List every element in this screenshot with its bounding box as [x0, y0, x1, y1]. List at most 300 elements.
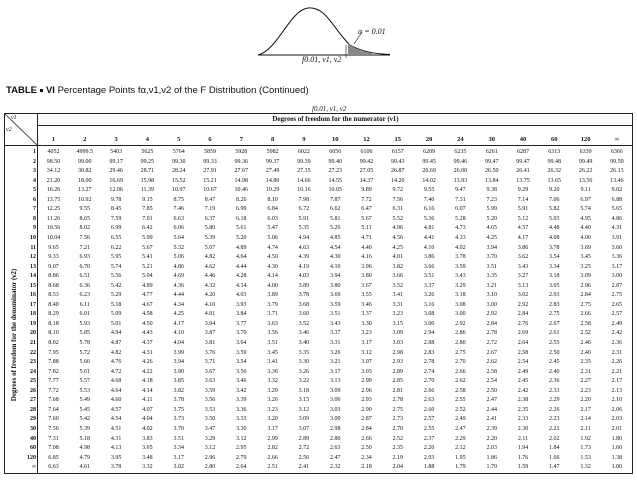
table-cell: 3.00 — [455, 311, 466, 318]
table-cell: 3.21 — [486, 282, 497, 289]
table-cell: 5982 — [266, 149, 279, 155]
table-cell: 3.07 — [361, 359, 372, 366]
table-cell: 2.98 — [329, 425, 341, 432]
table-cell: 4.25 — [392, 244, 404, 251]
table-cell: 3.30 — [361, 320, 372, 327]
table-cell: 2.36 — [549, 378, 560, 385]
table-cell: 3.64 — [236, 340, 247, 346]
table-cell: 5.66 — [79, 359, 91, 366]
table-cell: 2.92 — [517, 301, 529, 308]
table-cell: 98.50 — [46, 158, 61, 165]
table-cell: 3.39 — [236, 397, 247, 404]
table-cell: 2.29 — [549, 397, 560, 404]
table-cell: 8.40 — [48, 301, 59, 308]
table-cell: 2.33 — [517, 416, 529, 423]
table-cell: 2.27 — [580, 378, 591, 385]
table-cell: 3.23 — [267, 406, 278, 413]
column-header: 3 — [114, 136, 118, 143]
row-header: 13 — [30, 263, 36, 270]
table-cell: 3.94 — [204, 320, 216, 327]
row-header: 21 — [30, 340, 36, 346]
row-header: 8 — [33, 215, 36, 222]
table-cell: 2.92 — [455, 320, 466, 327]
table-cell: 99.30 — [171, 158, 186, 165]
table-cell: 3.09 — [298, 416, 310, 423]
table-cell: 1.59 — [517, 464, 529, 471]
table-cell: 4.03 — [236, 292, 247, 299]
table-cell: 2.45 — [517, 378, 529, 385]
row-header: 26 — [30, 387, 36, 394]
row-header: 19 — [30, 320, 36, 327]
table-cell: 3.76 — [204, 349, 216, 356]
table-cell: 2.49 — [455, 416, 466, 423]
table-cell: 8.68 — [48, 282, 59, 289]
table-cell: 3.84 — [236, 311, 247, 318]
table-cell: 14.20 — [391, 177, 405, 184]
table-cell: 3.52 — [298, 320, 310, 327]
row-header: 10 — [30, 234, 36, 241]
table-cell: 3.77 — [236, 320, 247, 327]
table-cell: 7.23 — [486, 196, 497, 203]
table-cell: 3.36 — [236, 406, 247, 413]
table-cell: 3.03 — [392, 340, 404, 346]
table-cell: 4.62 — [204, 263, 216, 270]
table-cell: 3.12 — [204, 445, 216, 452]
table-cell: 2.14 — [580, 416, 591, 423]
table-cell: 9.33 — [48, 254, 59, 261]
table-cell: 5.82 — [549, 206, 560, 213]
table-cell: 2.01 — [611, 425, 623, 432]
table-cell: 9.38 — [486, 187, 497, 194]
table-cell: 2.56 — [298, 454, 310, 461]
table-cell: 6339 — [579, 149, 592, 155]
table-cell: 5.53 — [79, 387, 91, 394]
table-cell: 3.25 — [580, 263, 591, 270]
table-cell: 3.63 — [204, 378, 216, 385]
table-cell: 5.35 — [298, 225, 310, 232]
table-cell: 14.37 — [359, 177, 374, 184]
table-cell: 26.69 — [422, 168, 436, 175]
table-cell: 3.46 — [298, 330, 310, 337]
table-cell: 3.69 — [329, 292, 341, 299]
table-cell: 26.13 — [610, 168, 624, 175]
table-cell: 4.32 — [204, 282, 216, 289]
table-cell: 99.17 — [109, 158, 123, 165]
table-cell: 3.95 — [110, 454, 122, 461]
table-cell: 3.55 — [361, 292, 372, 299]
table-cell: 2.50 — [361, 445, 372, 452]
table-cell: 3.29 — [204, 435, 216, 442]
row-header: 23 — [30, 359, 36, 366]
table-cell: 99.42 — [359, 158, 374, 165]
table-cell: 28.71 — [140, 168, 155, 175]
table-cell: 14.98 — [234, 177, 249, 184]
table-cell: 11.39 — [140, 187, 155, 194]
table-cell: 1.66 — [549, 454, 560, 461]
table-cell: 4.54 — [110, 416, 122, 423]
table-cell: 3.08 — [423, 311, 435, 318]
table-cell: 6.22 — [110, 244, 122, 251]
table-cell: 3.70 — [236, 330, 247, 337]
table-cell: 3.51 — [173, 435, 184, 442]
table-cell: 14.55 — [328, 177, 342, 184]
distribution-figure — [0, 0, 637, 80]
table-cell: 2.21 — [611, 368, 623, 375]
table-cell: 9.65 — [48, 244, 59, 251]
table-cell: 4.86 — [173, 263, 184, 270]
table-cell: 18.00 — [78, 177, 92, 184]
table-cell: 2.66 — [267, 454, 278, 461]
table-cell: 3.71 — [204, 359, 216, 366]
table-cell: 3.82 — [173, 387, 184, 394]
table-cell: 10.29 — [265, 187, 280, 194]
table-cell: 5625 — [141, 149, 154, 155]
table-cell: 3.03 — [361, 368, 372, 375]
table-cell: 6.36 — [79, 282, 91, 289]
table-cell: 99.25 — [140, 158, 155, 165]
table-cell: 6.18 — [236, 215, 247, 222]
table-caption — [6, 85, 309, 96]
table-cell: 2.84 — [580, 292, 591, 299]
table-cell: 8.10 — [48, 330, 59, 337]
row-header: 15 — [30, 282, 36, 289]
table-cell: 3.36 — [611, 254, 623, 261]
table-cell: 4.36 — [173, 282, 184, 289]
table-cell: 9.29 — [517, 187, 529, 194]
table-cell: 2.67 — [549, 320, 560, 327]
table-cell: 5.42 — [110, 282, 122, 289]
table-left-rule — [4, 113, 5, 474]
table-cell: 2.17 — [611, 378, 623, 385]
table-cell: 3.82 — [392, 263, 404, 270]
table-cell: 16.69 — [109, 177, 123, 184]
table-cell: 2.80 — [329, 435, 341, 442]
table-cell: 2.40 — [549, 368, 560, 375]
table-cell: 1.84 — [549, 445, 560, 452]
table-cell: 2.23 — [549, 416, 560, 423]
table-cell: 6.84 — [267, 206, 278, 213]
critical-value-label: f0.01, ν1, ν2 — [302, 55, 342, 64]
row-header: 14 — [30, 273, 36, 280]
table-cell: 3.99 — [173, 349, 184, 356]
table-cell: 6.16 — [423, 206, 435, 213]
table-cell: 26.22 — [578, 168, 593, 175]
table-cell: 3.10 — [486, 292, 497, 299]
table-cell: 3.46 — [361, 301, 372, 308]
table-cell: 6106 — [360, 149, 373, 155]
table-cell: 2.80 — [204, 464, 216, 471]
table-cell: 3.45 — [267, 349, 278, 356]
table-cell: 3.73 — [173, 416, 184, 423]
table-cell: 6.88 — [611, 196, 623, 203]
table-cell: 7.31 — [48, 435, 59, 442]
table-cell: 15.98 — [140, 177, 155, 184]
table-cell: 5.04 — [142, 273, 153, 280]
table-cell: 3.48 — [142, 454, 153, 461]
table-cell: 3.26 — [423, 292, 435, 299]
table-cell: 5.81 — [329, 215, 341, 222]
table-cell: 9.55 — [79, 206, 91, 213]
table-cell: 2.78 — [486, 330, 497, 337]
table-cell: 3.35 — [486, 273, 497, 280]
table-cell: 2.26 — [549, 406, 560, 413]
table-cell: 2.89 — [298, 435, 310, 442]
table-cell: 3.32 — [142, 464, 153, 471]
caption-tag: TABLE — [6, 85, 37, 96]
numerator-header: Degrees of freedom for the numerator (ν1) — [272, 115, 399, 123]
table-cell: 4.39 — [298, 254, 310, 261]
table-cell: 16.26 — [46, 187, 61, 194]
table-cell: 2.75 — [392, 406, 404, 413]
table-cell: 4.17 — [517, 234, 529, 241]
table-cell: 7.06 — [549, 196, 560, 203]
table-cell: 2.83 — [549, 301, 560, 308]
table-cell: 4.82 — [110, 349, 122, 356]
table-cell: 2.58 — [486, 368, 497, 375]
row-header: 29 — [30, 416, 36, 423]
table-cell: 4.10 — [204, 301, 216, 308]
table-cell: 3.71 — [267, 311, 278, 318]
table-cell: 3.30 — [236, 425, 247, 432]
table-cell: 4.77 — [142, 292, 153, 299]
table-cell: 4.67 — [142, 301, 153, 308]
table-cell: 4.89 — [142, 282, 153, 289]
table-cell: 3.23 — [361, 330, 372, 337]
row-header: 20 — [30, 330, 36, 337]
table-cell: 3.34 — [549, 263, 560, 270]
table-cell: 2.70 — [423, 378, 435, 385]
table-cell: 6.42 — [142, 225, 153, 232]
table-cell: 1.88 — [423, 464, 435, 471]
table-cell: 21.20 — [46, 177, 61, 184]
table-cell: 3.33 — [236, 416, 247, 423]
table-cell: 27.35 — [297, 168, 311, 175]
table-cell: 3.06 — [329, 397, 341, 404]
table-cell: 3.18 — [549, 273, 560, 280]
alpha-label: α = 0.01 — [358, 27, 386, 36]
table-cell: 6.72 — [298, 206, 310, 213]
table-cell: 2.89 — [392, 368, 404, 375]
table-cell: 3.09 — [392, 330, 404, 337]
table-cell: 5403 — [110, 149, 123, 155]
column-header: 7 — [239, 136, 243, 143]
table-cell: 1.53 — [580, 454, 591, 461]
table-cell: 9.20 — [549, 187, 560, 194]
table-cell: 6.99 — [236, 206, 247, 213]
table-cell: 99.50 — [610, 158, 624, 165]
table-cell: 5.42 — [79, 416, 91, 423]
table-cell: 4.30 — [267, 263, 278, 270]
table-cell: 4.13 — [110, 445, 122, 452]
table-cell: 2.34 — [361, 454, 372, 461]
table-cell: 7.72 — [48, 387, 59, 394]
table-cell: 3.12 — [236, 435, 247, 442]
column-header: 30 — [488, 136, 495, 143]
table-cell: 9.47 — [455, 187, 466, 194]
table-cell: 2.80 — [455, 340, 466, 346]
table-cell: 3.00 — [486, 301, 497, 308]
table-cell: 3.40 — [298, 340, 310, 346]
table-cell: 4.85 — [329, 234, 341, 241]
table-cell: 8.26 — [236, 196, 247, 203]
table-cell: 3.59 — [236, 349, 247, 356]
table-cell: 1.73 — [580, 445, 591, 452]
table-cell: 7.95 — [48, 349, 59, 356]
table-cell: 8.75 — [173, 196, 184, 203]
table-cell: 3.37 — [423, 282, 435, 289]
table-cell: 3.23 — [392, 311, 404, 318]
table-cell: 4.82 — [204, 254, 216, 261]
table-cell: 6.47 — [361, 206, 372, 213]
table-cell: 5.56 — [110, 273, 122, 280]
table-cell: 3.67 — [204, 368, 216, 375]
table-cell: 7.85 — [142, 206, 153, 213]
table-cell: 3.13 — [329, 378, 341, 385]
table-cell: 4.57 — [517, 225, 529, 232]
table-cell: 5.45 — [79, 406, 91, 413]
table-cell: 3.53 — [204, 406, 216, 413]
table-cell: 4.31 — [110, 435, 122, 442]
caption-number: VI — [45, 85, 55, 96]
table-cell: 8.65 — [79, 215, 91, 222]
table-cell: 4.19 — [298, 263, 310, 270]
table-cell: 3.46 — [236, 378, 247, 385]
table-cell: 3.94 — [486, 244, 497, 251]
table-cell: 3.59 — [204, 387, 216, 394]
table-cell: 3.20 — [267, 416, 278, 423]
table-cell: 2.87 — [361, 416, 372, 423]
column-header: 40 — [519, 136, 527, 143]
table-cell: 2.58 — [517, 349, 529, 356]
table-cell: 4.16 — [361, 254, 372, 261]
table-cell: 2.61 — [549, 330, 560, 337]
table-cell: 4.73 — [455, 225, 466, 232]
table-cell: 7.46 — [173, 206, 184, 213]
table-cell: 30.82 — [78, 168, 92, 175]
table-cell: 3.75 — [173, 406, 184, 413]
table-cell: 2.49 — [611, 320, 623, 327]
table-cell: 2.78 — [423, 359, 435, 366]
table-cell: 2.58 — [455, 387, 466, 394]
table-cell: 2.39 — [486, 425, 497, 432]
table-cell: 2.44 — [486, 406, 497, 413]
table-cell: 4.33 — [455, 234, 466, 241]
row-header: 16 — [30, 292, 36, 299]
table-cell: 4.46 — [204, 273, 216, 280]
table-cell: 5.49 — [79, 397, 91, 404]
table-cell: 3.17 — [173, 454, 184, 461]
table-cell: 3.60 — [611, 244, 623, 251]
table-cell: 3.96 — [361, 263, 372, 270]
table-cell: 6235 — [454, 149, 467, 155]
table-cell: 13.93 — [453, 177, 468, 184]
table-cell: 4.10 — [173, 330, 184, 337]
table-cell: 6.51 — [79, 273, 91, 280]
table-cell: 10.04 — [46, 234, 61, 241]
table-cell: 2.69 — [517, 330, 529, 337]
table-cell: 1.92 — [580, 435, 591, 442]
table-cell: 2.23 — [580, 387, 591, 394]
row-header: 9 — [33, 225, 36, 232]
table-cell: 2.70 — [392, 425, 404, 432]
table-cell: 4.20 — [204, 292, 216, 299]
table-cell: 7.31 — [455, 196, 466, 203]
table-cell: 2.70 — [455, 359, 466, 366]
table-cell: 3.89 — [298, 282, 310, 289]
table-cell: 2.67 — [486, 349, 497, 356]
table-cell: 2.46 — [580, 340, 591, 346]
table-cell: 2.92 — [486, 311, 497, 318]
table-cell: 3.79 — [267, 301, 278, 308]
table-cell: 13.46 — [610, 177, 624, 184]
table-cell: 2.66 — [455, 368, 466, 375]
table-cell: 2.50 — [486, 387, 497, 394]
table-cell: 2.87 — [611, 282, 623, 289]
table-cell: 3.56 — [267, 330, 278, 337]
table-cell: 3.00 — [423, 320, 435, 327]
table-cell: 4.11 — [142, 397, 153, 404]
table-cell: 4052 — [47, 149, 60, 155]
table-cell: 4.04 — [173, 340, 184, 346]
f-table — [4, 113, 633, 474]
table-cell: 4.54 — [329, 244, 341, 251]
table-cell: 3.00 — [611, 273, 623, 280]
table-cell: 9.15 — [142, 196, 153, 203]
table-cell: 9.89 — [361, 187, 372, 194]
table-cell: 2.64 — [517, 340, 529, 346]
table-cell: 5.06 — [267, 234, 278, 241]
table-cell: 26.00 — [453, 168, 468, 175]
table-cell: 7.64 — [48, 406, 59, 413]
table-cell: 1.86 — [486, 454, 497, 461]
table-cell: 3.12 — [361, 349, 372, 356]
table-cell: 1.95 — [455, 454, 466, 461]
table-cell: 2.11 — [517, 435, 529, 442]
row-header: 18 — [30, 311, 36, 318]
table-cell: 5.39 — [79, 425, 91, 432]
table-cell: 13.84 — [484, 177, 499, 184]
table-cell: 2.54 — [517, 359, 529, 366]
table-cell: 5.18 — [110, 301, 122, 308]
table-cell: 4.44 — [236, 263, 247, 270]
table-cell: 2.41 — [486, 416, 497, 423]
table-cell: 13.65 — [547, 177, 562, 184]
table-cell: 2.65 — [611, 301, 623, 308]
table-cell: 13.56 — [578, 177, 593, 184]
table-cell: 2.72 — [486, 340, 497, 346]
table-cell: 2.66 — [361, 435, 372, 442]
table-cell: 2.19 — [392, 454, 404, 461]
table-cell: 3.93 — [236, 301, 247, 308]
table-cell: 4.04 — [142, 416, 153, 423]
table-cell: 7.98 — [298, 196, 310, 203]
column-header: 10 — [331, 136, 339, 143]
table-cell: 7.40 — [423, 196, 435, 203]
column-header: 60 — [551, 136, 558, 143]
table-cell: 5.65 — [611, 206, 623, 213]
table-cell: 29.46 — [109, 168, 123, 175]
table-cell: 3.68 — [298, 301, 310, 308]
table-cell: 7.56 — [48, 425, 59, 432]
table-cell: 9.78 — [110, 196, 122, 203]
table-cell: 6.62 — [329, 206, 341, 213]
table-cell: 2.84 — [517, 311, 529, 318]
table-cell: 2.31 — [580, 368, 591, 375]
table-cell: 2.84 — [361, 425, 372, 432]
table-cell: 2.47 — [486, 397, 497, 404]
table-cell: 2.96 — [204, 454, 216, 461]
row-header: 25 — [30, 378, 36, 385]
